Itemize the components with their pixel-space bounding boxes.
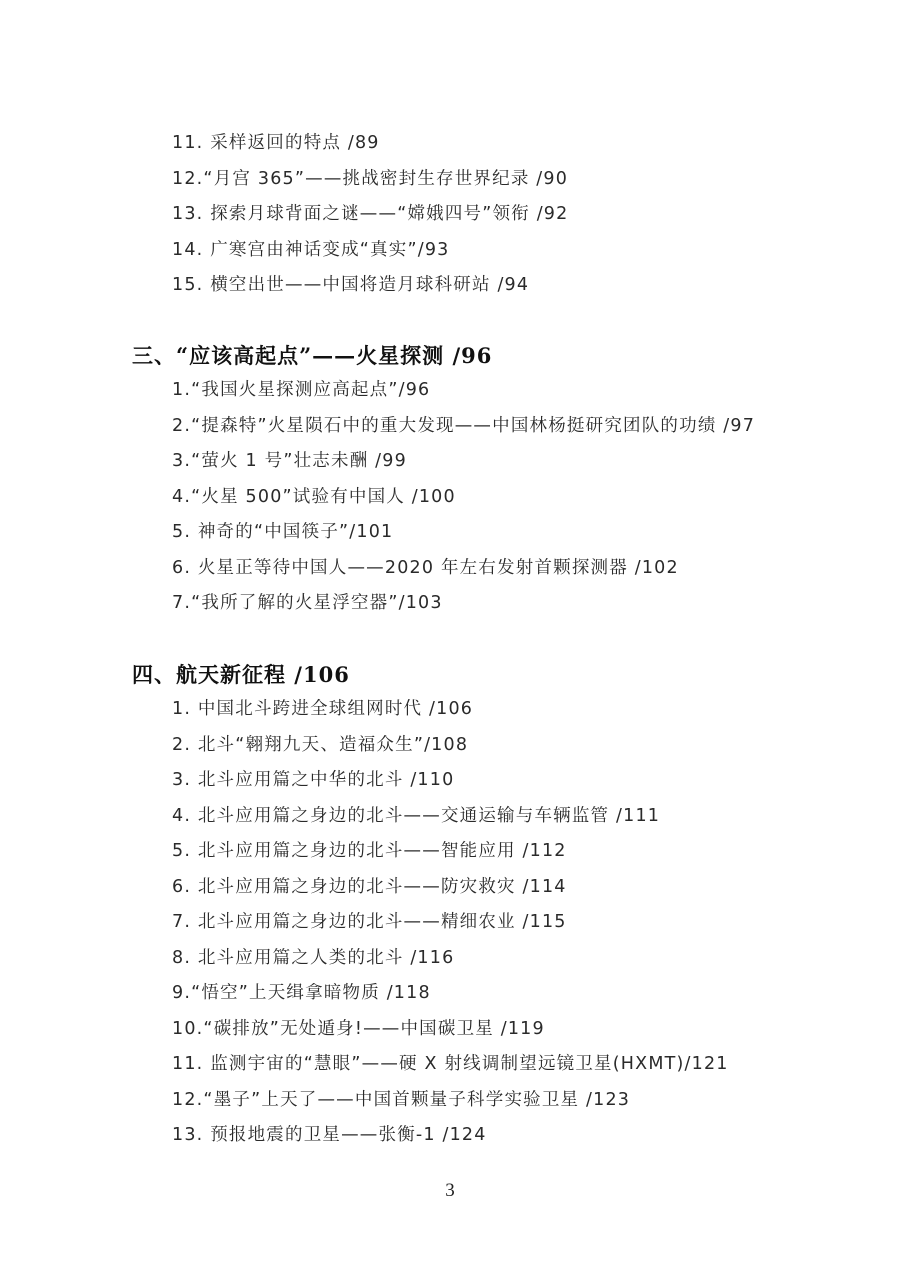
toc-entry: 11. 采样返回的特点 /89 (172, 133, 380, 153)
toc-entry: 14. 广寒宫由神话变成“真实”/93 (172, 239, 450, 260)
section-heading-mars: 三、“应该高起点”——火星探测 /96 (132, 343, 493, 368)
toc-entry: 10.“碳排放”无处遁身!——中国碳卫星 /119 (172, 1018, 545, 1039)
toc-entry: 11. 监测宇宙的“慧眼”——硬 X 射线调制望远镜卫星(HXMT)/121 (172, 1054, 729, 1074)
page-number: 3 (445, 1180, 455, 1201)
section-space-entries (0, 692, 900, 1154)
toc-entry: 1.“我国火星探测应高起点”/96 (172, 380, 431, 400)
toc-entry: 6. 北斗应用篇之身边的北斗——防灾救灾 /114 (172, 876, 567, 897)
section-mars-entries (0, 373, 900, 622)
toc-entry: 12.“墨子”上天了——中国首颗量子科学实验卫星 /123 (172, 1089, 631, 1110)
toc-entry: 8. 北斗应用篇之人类的北斗 /116 (172, 947, 455, 968)
toc-entry: 3. 北斗应用篇之中华的北斗 /110 (172, 770, 455, 790)
toc-entry: 6. 火星正等待中国人——2020 年左右发射首颗探测器 /102 (172, 557, 679, 578)
toc-entry: 5. 神奇的“中国筷子”/101 (172, 522, 394, 542)
toc-entry: 4. 北斗应用篇之身边的北斗——交通运输与车辆监管 /111 (172, 805, 661, 826)
continued-entries (0, 126, 900, 304)
toc-entry: 12.“月宫 365”——挑战密封生存世界纪录 /90 (172, 168, 569, 189)
toc-entry: 3.“萤火 1 号”壮志未酬 /99 (172, 451, 407, 471)
toc-entry: 2.“提森特”火星陨石中的重大发现——中国林杨挺研究团队的功绩 /97 (172, 415, 756, 436)
toc-entry: 5. 北斗应用篇之身边的北斗——智能应用 /112 (172, 841, 567, 861)
toc-entry: 7.“我所了解的火星浮空器”/103 (172, 593, 443, 613)
toc-entry: 2. 北斗“翱翔九天、造福众生”/108 (172, 734, 469, 755)
toc-entry: 13. 预报地震的卫星——张衡-1 /124 (172, 1125, 487, 1145)
toc-entry: 15. 横空出世——中国将造月球科研站 /94 (172, 275, 530, 295)
section-heading-space: 四、航天新征程 /106 (132, 662, 350, 687)
toc-entry: 13. 探索月球背面之谜——“嫦娥四号”领衔 /92 (172, 204, 569, 224)
toc-entry: 4.“火星 500”试验有中国人 /100 (172, 486, 456, 507)
toc-entry: 7. 北斗应用篇之身边的北斗——精细农业 /115 (172, 912, 567, 932)
toc-entry: 1. 中国北斗跨进全球组网时代 /106 (172, 699, 474, 719)
toc-entry: 9.“悟空”上天缉拿暗物质 /118 (172, 983, 431, 1003)
